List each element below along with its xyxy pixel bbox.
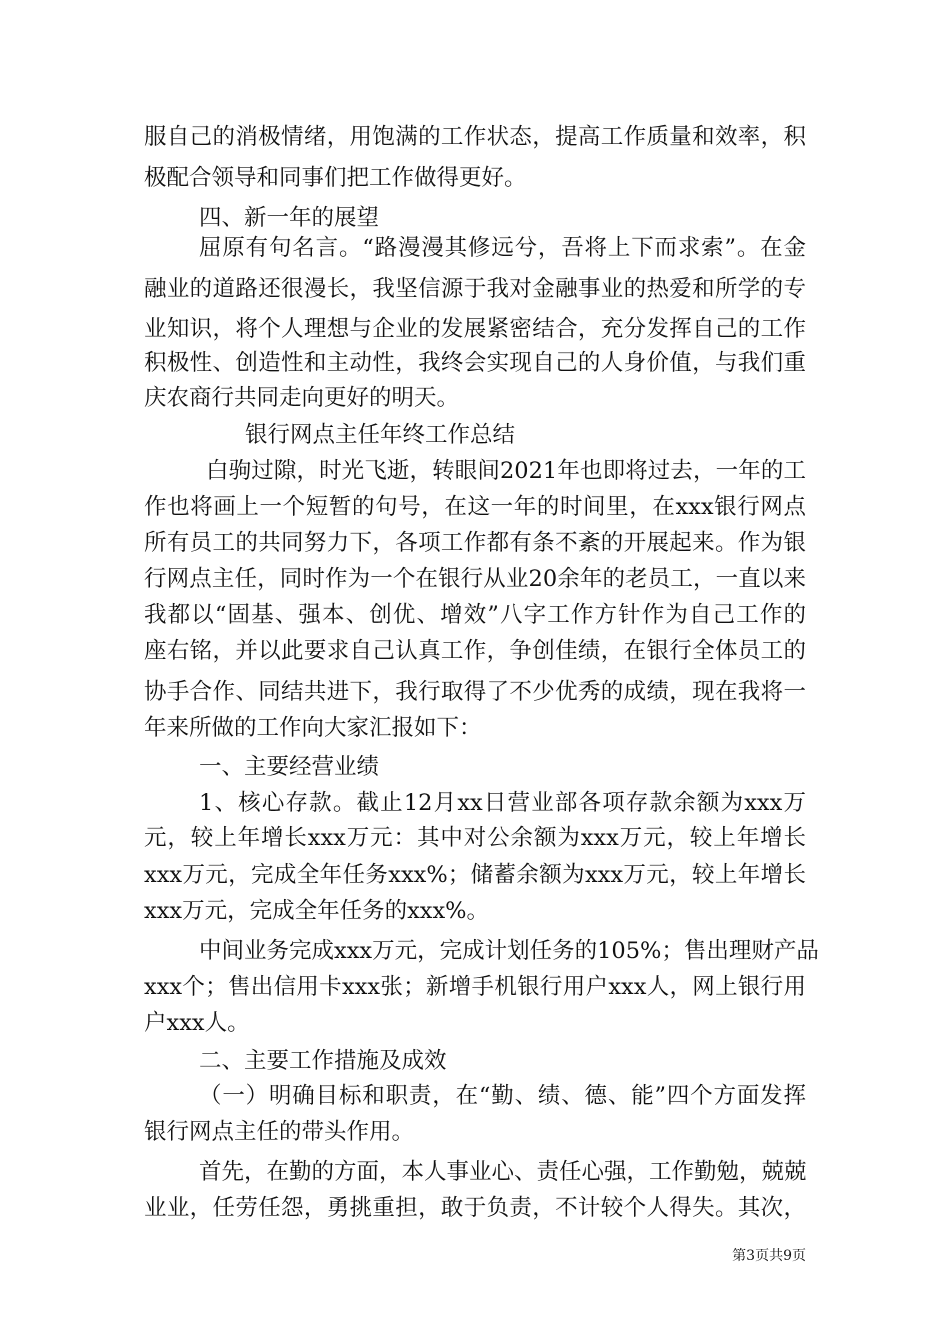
- text-line: 屈原有句名言。“路漫漫其修远兮，吾将上下而求索”。在金: [199, 235, 806, 261]
- text-line: 业业，任劳任怨，勇挑重担，敢于负责，不计较个人得失。其次，: [144, 1195, 806, 1221]
- section-heading: 四、新一年的展望: [199, 205, 380, 231]
- section-heading: 一、主要经营业绩: [199, 754, 380, 780]
- text-line: 庆农商行共同走向更好的明天。: [144, 385, 460, 411]
- text-line: 极配合领导和同事们把工作做得更好。: [144, 165, 527, 191]
- text-line: 中间业务完成xxx万元，完成计划任务的105%；售出理财产品: [199, 938, 819, 964]
- text-line: 首先，在勤的方面，本人事业心、责任心强，工作勤勉，兢兢: [199, 1159, 807, 1185]
- text-line: 年来所做的工作向大家汇报如下：: [144, 715, 482, 741]
- text-line: 行网点主任，同时作为一个在银行从业20余年的老员工，一直以来: [144, 566, 806, 592]
- page-number: 第3页共9页: [732, 1248, 806, 1264]
- text-line: （一）明确目标和职责，在“勤、绩、德、能”四个方面发挥: [199, 1083, 806, 1109]
- text-line: 银行网点主任的带头作用。: [144, 1119, 415, 1145]
- text-line: 业知识，将个人理想与企业的发展紧密结合，充分发挥自己的工作: [144, 316, 806, 342]
- text-line: 所有员工的共同努力下，各项工作都有条不紊的开展起来。作为银: [144, 530, 806, 556]
- text-line: 户xxx人。: [144, 1010, 250, 1036]
- text-line: 座右铭，并以此要求自己认真工作，争创佳绩，在银行全体员工的: [144, 638, 806, 664]
- text-line: xxx万元，完成全年任务的xxx%。: [144, 898, 490, 924]
- text-line: 服自己的消极情绪，用饱满的工作状态，提高工作质量和效率，积: [144, 124, 806, 150]
- document-title: 银行网点主任年终工作总结: [245, 422, 516, 448]
- text-line: 1、核心存款。截止12月xx日营业部各项存款余额为xxx万: [199, 790, 806, 816]
- text-line: 积极性、创造性和主动性，我终会实现自己的人身价值，与我们重: [144, 350, 806, 376]
- text-line: 白驹过隙，时光飞逝，转眼间2021年也即将过去，一年的工: [206, 458, 806, 484]
- text-line: 融业的道路还很漫长，我坚信源于我对金融事业的热爱和所学的专: [144, 276, 806, 302]
- section-heading: 二、主要工作措施及成效: [199, 1048, 447, 1074]
- text-line: xxx个；售出信用卡xxx张；新增手机银行用户xxx人，网上银行用: [144, 974, 806, 1000]
- text-line: 作也将画上一个短暂的句号，在这一年的时间里，在xxx银行网点: [144, 494, 806, 520]
- text-line: 协手合作、同结共进下，我行取得了不少优秀的成绩，现在我将一: [144, 679, 806, 705]
- text-line: xxx万元，完成全年任务xxx%；储蓄余额为xxx万元，较上年增长: [144, 862, 806, 888]
- text-line: 元，较上年增长xxx万元：其中对公余额为xxx万元，较上年增长: [144, 825, 806, 851]
- text-line: 我都以“固基、强本、创优、增效”八字工作方针作为自己工作的: [144, 602, 806, 628]
